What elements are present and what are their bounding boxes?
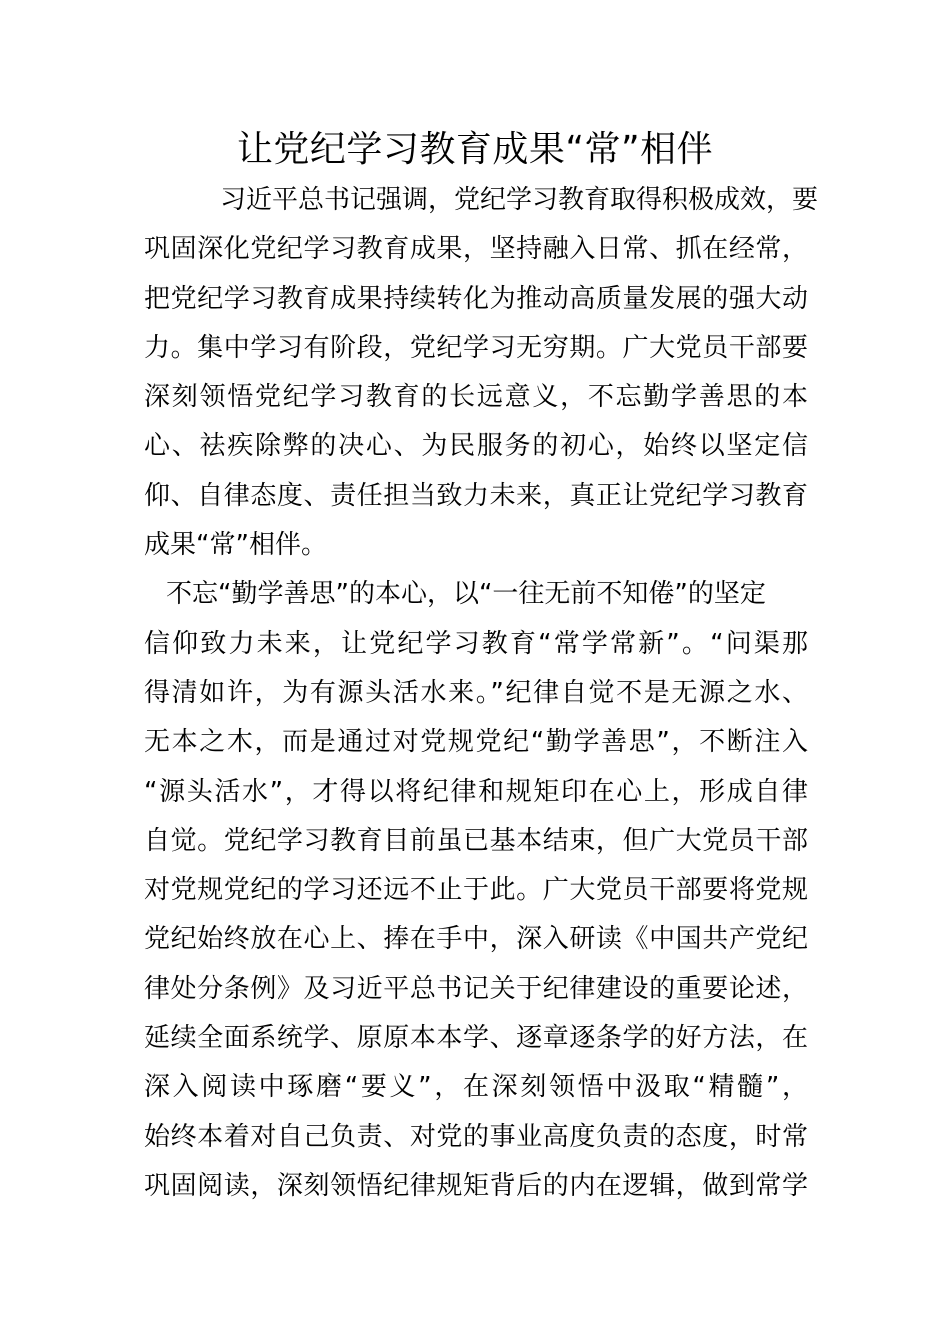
paragraph-1-line-8: 成果“常”相伴。	[144, 530, 327, 561]
paragraph-2-line-8: 党纪始终放在心上、捧在手中，深入研读《中国共产党纪	[144, 924, 808, 955]
paragraph-1-line-7: 仰、自律态度、责任担当致力未来，真正让党纪学习教育	[144, 480, 808, 511]
paragraph-2-line-10: 延续全面系统学、原原本本学、逐章逐条学的好方法，在	[144, 1023, 808, 1054]
paragraph-2-line-3: 得清如许，为有源头活水来。”纪律自觉不是无源之水、	[144, 677, 808, 708]
paragraph-2-line-7: 对党规党纪的学习还远不止于此。广大党员干部要将党规	[144, 875, 808, 906]
paragraph-2-line-11: 深入阅读中琢磨“要义”，在深刻领悟中汲取“精髓”，	[144, 1072, 808, 1103]
document-body	[144, 176, 819, 1211]
paragraph-2-line-9: 律处分条例》及习近平总书记关于纪律建设的重要论述，	[144, 973, 808, 1004]
paragraph-1-line-4: 力。集中学习有阶段，党纪学习无穷期。广大党员干部要	[144, 332, 808, 363]
paragraph-1-line-2: 巩固深化党纪学习教育成果，坚持融入日常、抓在经常，	[144, 234, 808, 265]
paragraph-2-line-4: 无本之木，而是通过对党规党纪“勤学善思”，不断注入	[144, 727, 808, 758]
paragraph-2-line-2: 信仰致力未来，让党纪学习教育“常学常新”。“问渠那	[144, 628, 808, 659]
paragraph-2-line-5: “源头活水”，才得以将纪律和规矩印在心上，形成自律	[144, 776, 808, 807]
paragraph-1-line-3: 把党纪学习教育成果持续转化为推动高质量发展的强大动	[144, 283, 808, 314]
paragraph-1-line-1: 习近平总书记强调，党纪学习教育取得积极成效，要	[220, 185, 819, 215]
document-title: 让党纪学习教育成果“常”相伴	[236, 129, 714, 170]
paragraph-2-line-6: 自觉。党纪学习教育目前虽已基本结束，但广大党员干部	[144, 825, 808, 856]
paragraph-2-line-1: 不忘“勤学善思”的本心，以“一往无前不知倦”的坚定	[166, 579, 766, 610]
paragraph-2-line-13: 巩固阅读，深刻领悟纪律规矩背后的内在逻辑，做到常学	[144, 1170, 808, 1201]
paragraph-1-line-5: 深刻领悟党纪学习教育的长远意义，不忘勤学善思的本	[144, 382, 808, 413]
paragraph-2-line-12: 始终本着对自己负责、对党的事业高度负责的态度，时常	[144, 1121, 808, 1152]
paragraph-1-line-6: 心、祛疾除弊的决心、为民服务的初心，始终以坚定信	[144, 431, 808, 462]
